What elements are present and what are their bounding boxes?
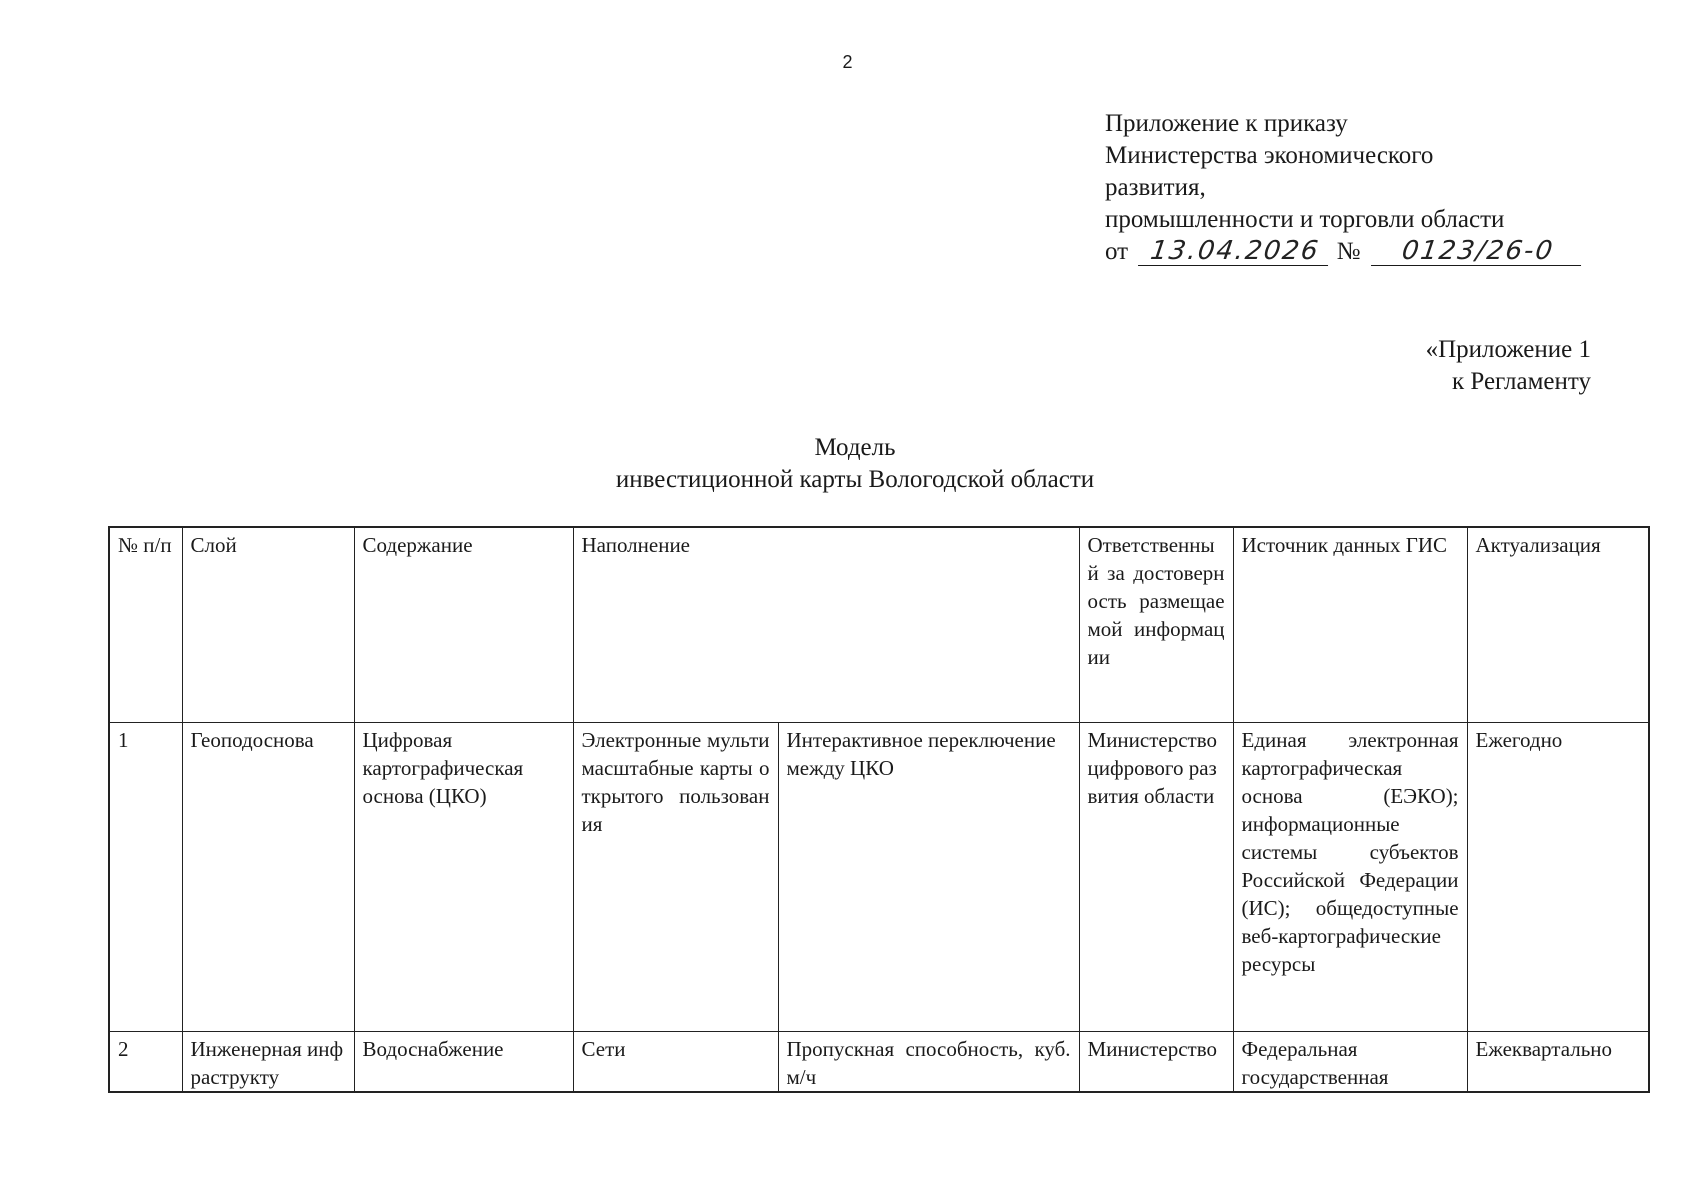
header-update: Актуализация bbox=[1467, 527, 1649, 722]
cell-filling-a: Электронные мультимасштабные карты открытого пользования bbox=[573, 722, 778, 1031]
header-content: Содержание bbox=[354, 527, 573, 722]
annex-heading bbox=[1426, 334, 1591, 398]
order-date-number-line bbox=[1105, 236, 1583, 268]
header-layer: Слой bbox=[182, 527, 354, 722]
order-header-line: Приложение к приказу bbox=[1105, 110, 1348, 137]
header-source: Источник данных ГИС bbox=[1233, 527, 1467, 722]
investment-map-model-table bbox=[108, 526, 1650, 1093]
table-header-row bbox=[109, 527, 1649, 722]
header-num: № п/п bbox=[109, 527, 182, 722]
cell-filling-a: Сети bbox=[573, 1031, 778, 1092]
cell-content: Водоснабжение bbox=[354, 1031, 573, 1092]
number-label: № bbox=[1336, 238, 1361, 265]
order-header-line: развития, bbox=[1105, 174, 1206, 201]
cell-update: Ежегодно bbox=[1467, 722, 1649, 1031]
cell-filling-b: Пропускная способность, куб. м/ч bbox=[778, 1031, 1079, 1092]
table-row bbox=[109, 1031, 1649, 1092]
cell-responsible: Министерство цифрового развития области bbox=[1079, 722, 1233, 1031]
cell-responsible: Министерство bbox=[1079, 1031, 1233, 1092]
order-header-line: Министерства экономического bbox=[1105, 142, 1434, 169]
title-line: Модель bbox=[814, 434, 896, 461]
header-responsible: Ответственный за достоверность размещаемой информации bbox=[1079, 527, 1233, 722]
order-header bbox=[1105, 108, 1583, 268]
cell-update: Ежеквартально bbox=[1467, 1031, 1649, 1092]
handwritten-date: 13.04.2026 bbox=[1138, 237, 1332, 266]
document-title bbox=[0, 432, 1695, 496]
cell-filling-b: Интерактивное переключение между ЦКО bbox=[778, 722, 1079, 1031]
cell-content: Цифровая картографическая основа (ЦКО) bbox=[354, 722, 573, 1031]
handwritten-number: 0123/26-0 bbox=[1371, 237, 1585, 266]
annex-line: «Приложение 1 bbox=[1425, 336, 1591, 363]
table-row bbox=[109, 722, 1649, 1031]
title-line: инвестиционной карты Вологодской области bbox=[615, 466, 1095, 493]
cell-num: 1 bbox=[109, 722, 182, 1031]
cell-num: 2 bbox=[109, 1031, 182, 1092]
cell-layer: Геоподоснова bbox=[182, 722, 354, 1031]
annex-line: к Регламенту bbox=[1451, 368, 1591, 395]
header-filling: Наполнение bbox=[573, 527, 1079, 722]
cell-source: Федеральная государственная bbox=[1233, 1031, 1467, 1092]
cell-layer: Инженерная инфраструкту bbox=[182, 1031, 354, 1092]
cell-source: Единая электронная картографическая основа (ЕЭКО); информационные системы субъектов Российской Федерации (ИС); общедоступные веб-картографические ресурсы bbox=[1233, 722, 1467, 1031]
page-number: 2 bbox=[842, 52, 853, 72]
from-label: от bbox=[1105, 238, 1129, 265]
order-header-line: промышленности и торговли области bbox=[1105, 206, 1505, 233]
